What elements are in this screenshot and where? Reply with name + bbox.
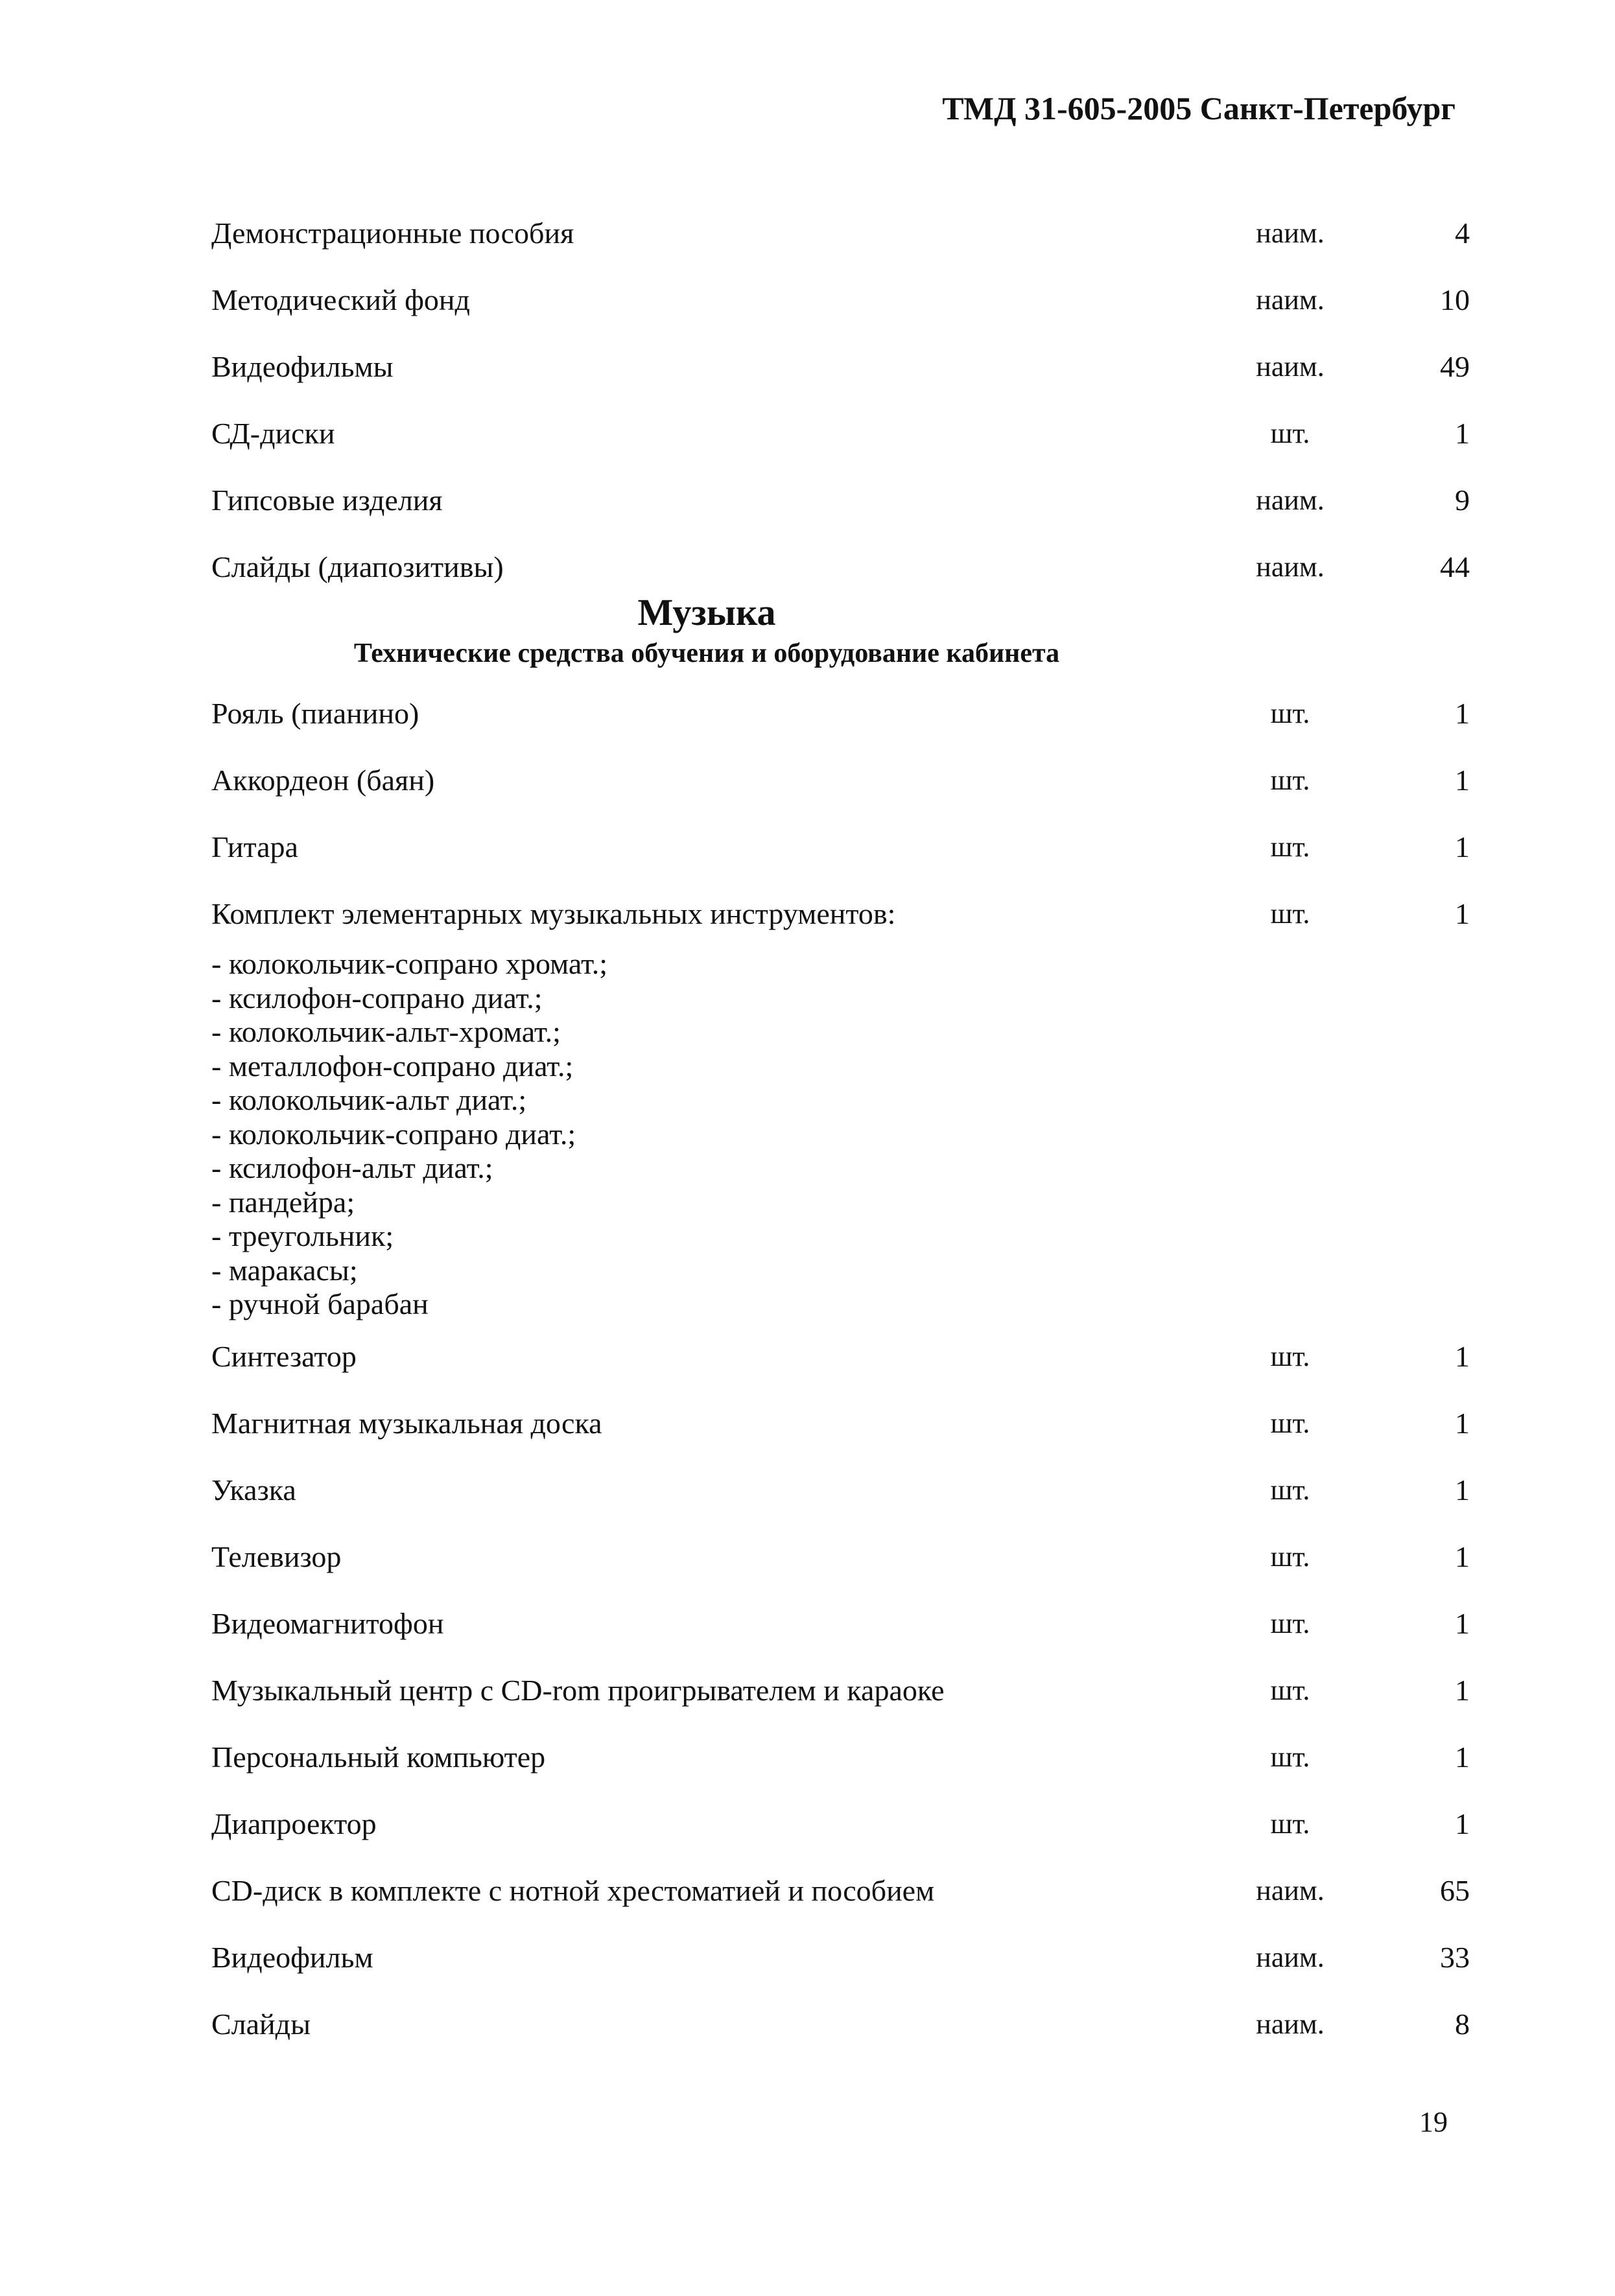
list-item: - ксилофон-сопрано диат.; <box>211 981 543 1014</box>
item-quantity: 44 <box>1440 550 1470 583</box>
list-item: - металлофон-сопрано диат.; <box>211 1049 574 1083</box>
item-quantity: 8 <box>1455 2008 1470 2041</box>
item-unit: наим. <box>1256 2008 1325 2040</box>
item-unit: шт. <box>1270 1407 1310 1439</box>
item-name: Рояль (пианино) <box>211 697 419 730</box>
item-name: Телевизор <box>211 1540 342 1573</box>
item-name: Указка <box>211 1473 296 1506</box>
item-name: Гитара <box>211 830 298 863</box>
inventory-row <box>0 1670 1615 1711</box>
inventory-row <box>0 1403 1615 1444</box>
inventory-row <box>0 1870 1615 1912</box>
item-quantity: 1 <box>1455 417 1470 450</box>
item-unit: шт. <box>1270 697 1310 729</box>
item-quantity: 1 <box>1455 1473 1470 1506</box>
item-unit: наим. <box>1256 351 1325 382</box>
inventory-row <box>0 1737 1615 1778</box>
item-unit: шт. <box>1270 831 1310 863</box>
list-item: - ксилофон-альт диат.; <box>211 1151 493 1184</box>
list-item: - колокольчик-сопрано диат.; <box>211 1117 576 1151</box>
item-name: Аккордеон (баян) <box>211 764 435 797</box>
item-quantity: 1 <box>1455 1740 1470 1774</box>
item-unit: шт. <box>1270 764 1310 796</box>
item-name: Диапроектор <box>211 1807 377 1840</box>
inventory-row <box>0 213 1615 254</box>
inventory-row <box>0 893 1615 935</box>
item-quantity: 1 <box>1455 1340 1470 1373</box>
item-unit: шт. <box>1270 1741 1310 1773</box>
item-name: Видеофильм <box>211 1941 373 1974</box>
inventory-row <box>0 1603 1615 1645</box>
item-name: Комплект элементарных музыкальных инструментов: <box>211 897 896 930</box>
item-unit: шт. <box>1270 417 1310 449</box>
document-header: ТМД 31-605-2005 Санкт-Петербург <box>942 90 1456 126</box>
list-item: - треугольник; <box>211 1219 394 1252</box>
item-unit: шт. <box>1270 898 1310 930</box>
item-name: Персональный компьютер <box>211 1740 546 1774</box>
item-unit: наим. <box>1256 217 1325 249</box>
item-quantity: 1 <box>1455 1407 1470 1440</box>
section-title: Музыка <box>637 591 776 633</box>
item-unit: наим. <box>1256 284 1325 316</box>
item-quantity: 1 <box>1455 830 1470 863</box>
inventory-row <box>0 2004 1615 2045</box>
inventory-row <box>0 1536 1615 1578</box>
item-quantity: 10 <box>1440 283 1470 316</box>
item-unit: шт. <box>1270 1474 1310 1506</box>
item-quantity: 1 <box>1455 764 1470 797</box>
item-unit: шт. <box>1270 1541 1310 1573</box>
list-item: - пандейра; <box>211 1185 355 1219</box>
item-unit: наим. <box>1256 1941 1325 1973</box>
inventory-row <box>0 693 1615 734</box>
list-item: - маракасы; <box>211 1253 358 1287</box>
item-unit: шт. <box>1270 1674 1310 1706</box>
item-name: Гипсовые изделия <box>211 484 443 517</box>
inventory-row <box>0 1336 1615 1377</box>
inventory-row <box>0 1937 1615 1978</box>
item-name: Синтезатор <box>211 1340 357 1373</box>
item-name: Музыкальный центр с CD-rom проигрывателем и караоке <box>211 1674 945 1707</box>
item-unit: шт. <box>1270 1341 1310 1372</box>
inventory-row <box>0 546 1615 588</box>
item-name: Видеомагнитофон <box>211 1607 444 1640</box>
list-item: - колокольчик-альт-хромат.; <box>211 1015 561 1048</box>
item-quantity: 4 <box>1455 217 1470 250</box>
item-name: Методический фонд <box>211 283 470 316</box>
item-name: СД-диски <box>211 417 335 450</box>
inventory-row <box>0 1803 1615 1845</box>
instrument-kit-list <box>211 947 607 1322</box>
item-name: Слайды (диапозитивы) <box>211 550 504 583</box>
item-unit: наим. <box>1256 551 1325 583</box>
item-name: CD-диск в комплекте с нотной хрестоматией и пособием <box>211 1874 935 1907</box>
item-quantity: 1 <box>1455 1607 1470 1640</box>
list-item: - колокольчик-сопрано хромат.; <box>211 947 608 980</box>
item-quantity: 1 <box>1455 1807 1470 1840</box>
inventory-row <box>0 346 1615 388</box>
inventory-row <box>0 279 1615 321</box>
item-name: Слайды <box>211 2008 311 2041</box>
item-quantity: 1 <box>1455 697 1470 730</box>
list-item: - колокольчик-альт диат.; <box>211 1083 527 1116</box>
item-name: Демонстрационные пособия <box>211 217 574 250</box>
list-item: - ручной барабан <box>211 1287 429 1320</box>
item-quantity: 1 <box>1455 1674 1470 1707</box>
item-unit: шт. <box>1270 1608 1310 1639</box>
inventory-row <box>0 826 1615 868</box>
item-unit: шт. <box>1270 1808 1310 1840</box>
item-quantity: 65 <box>1440 1874 1470 1907</box>
item-name: Видеофильмы <box>211 350 394 383</box>
item-unit: наим. <box>1256 484 1325 516</box>
inventory-row <box>0 1470 1615 1511</box>
inventory-row <box>0 480 1615 521</box>
page-number: 19 <box>1419 2106 1448 2138</box>
item-quantity: 49 <box>1440 350 1470 383</box>
item-quantity: 33 <box>1440 1941 1470 1974</box>
inventory-row <box>0 413 1615 454</box>
item-quantity: 1 <box>1455 1540 1470 1573</box>
inventory-row <box>0 760 1615 801</box>
item-quantity: 9 <box>1455 484 1470 517</box>
item-quantity: 1 <box>1455 897 1470 930</box>
item-name: Магнитная музыкальная доска <box>211 1407 602 1440</box>
section-subtitle: Технические средства обучения и оборудование кабинета <box>353 638 1060 668</box>
item-unit: наим. <box>1256 1875 1325 1906</box>
